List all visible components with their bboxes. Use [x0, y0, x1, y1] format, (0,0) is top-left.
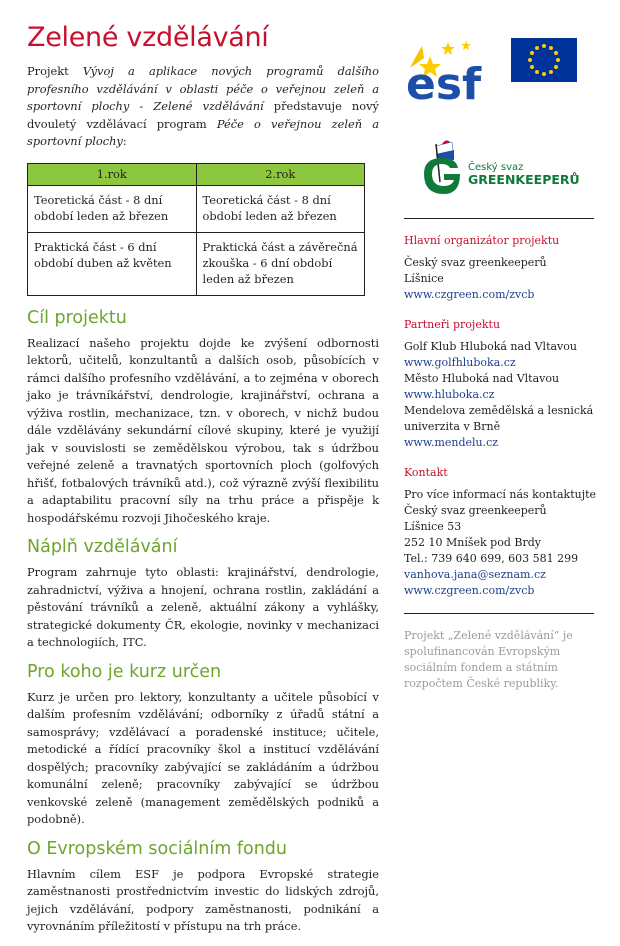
- svg-text:esf: esf: [406, 59, 482, 110]
- sidebar: [404, 38, 600, 692]
- contact-phone: Tel.: 739 640 699, 603 581 299: [404, 552, 579, 565]
- table-cell: Teoretická část - 8 dní období leden až březen: [196, 185, 365, 232]
- organizer-link[interactable]: www.czgreen.com/zvcb: [404, 288, 535, 301]
- partners-heading: Partneři projektu: [404, 318, 501, 331]
- partner-name: Golf Klub Hluboká nad Vltavou: [404, 340, 577, 353]
- partner-name: Město Hluboká nad Vltavou: [404, 372, 560, 385]
- esf-logo: [404, 38, 502, 110]
- partner-link[interactable]: www.mendelu.cz: [404, 436, 499, 449]
- section-text: Kurz je určen pro lektory, konzultanty a učitele působící v dalším profesním vzdělávání; odborníky z úřadů státní a samosprávy; vzdělávací a poradenské instituce; učitele, metodické a řídící pracovníky škol a institucí vzdělávání dospělých; pracovníky zabývající se zakládáním a údržbou komunální zeleně; pracovníky zabývající se údržbou venkovské zeleně (management zemědělských podniků a podobně).: [27, 689, 379, 826]
- contact-block: [404, 465, 600, 599]
- partner-name: Mendelova zemědělská a lesnická univerzita v Brně: [404, 404, 594, 433]
- page-title: Zelené vzdělávání: [27, 22, 269, 53]
- section-goal: [27, 308, 379, 528]
- organizer-block: [404, 233, 600, 303]
- contact-email-link[interactable]: vanhova.jana@seznam.cz: [404, 568, 546, 581]
- organizer-heading: Hlavní organizátor projektu: [404, 234, 560, 247]
- divider: [404, 613, 594, 614]
- table-cell: Teoretická část - 8 dní období leden až březen: [28, 185, 197, 232]
- section-text: Program zahrnuje tyto oblasti: krajinářství, dendrologie, zahradnictví, výživa a hnojení, ochrana rostlin, zakládání a pěstování trávníků a zeleně, aktuální zákony a vyhlášky, strategické dokumenty ČR, ekologie, novinky v mechanizaci a technologiích, ITC.: [27, 565, 379, 649]
- section-heading: Cíl projektu: [27, 307, 127, 328]
- organizer-line: Český svaz greenkeeperů: [404, 256, 547, 269]
- logo-area: [404, 38, 600, 218]
- partner-link[interactable]: www.hluboka.cz: [404, 388, 495, 401]
- section-audience: [27, 662, 379, 829]
- funding-note: Projekt „Zelené vzdělávání“ je spolufinancován Evropským sociálním fondem a státním rozpočtem České republiky.: [404, 629, 573, 690]
- contact-heading: Kontakt: [404, 466, 448, 479]
- star-icon: [461, 40, 471, 50]
- svg-text:GREENKEEPERŮ: GREENKEEPERŮ: [468, 172, 580, 187]
- section-heading: Pro koho je kurz určen: [27, 661, 222, 682]
- table-header: 2.rok: [196, 163, 365, 185]
- contact-web-link[interactable]: www.czgreen.com/zvcb: [404, 584, 535, 597]
- divider: [404, 218, 594, 219]
- main-column: [27, 22, 379, 946]
- table-cell: Praktická část a závěrečná zkouška - 6 dní období leden až březen: [196, 232, 365, 295]
- table-row: [28, 232, 365, 295]
- intro-paragraph: Projekt Vývoj a aplikace nových programů dalšího profesního vzdělávání v oblasti péče o veřejnou zeleň a sportovní plochy - Zelené vzdělávání představuje nový dvouletý vzdělávací program Péče o veřejnou zeleň a sportovní plochy:: [27, 64, 379, 148]
- star-icon: [441, 42, 455, 55]
- partner-link[interactable]: www.golfhluboka.cz: [404, 356, 516, 369]
- svg-text:Český svaz: Český svaz: [468, 162, 524, 173]
- contact-line: Český svaz greenkeeperů: [404, 504, 547, 517]
- table-header: 1.rok: [28, 163, 197, 185]
- table-row: [28, 185, 365, 232]
- contact-line: Pro více informací nás kontaktujte: [404, 488, 597, 501]
- eu-flag-icon: [511, 38, 577, 82]
- section-text: Hlavním cílem ESF je podpora Evropské strategie zaměstnanosti prostřednictvím investic do lidských zdrojů, jejich vzdělávání, podpory zaměstnanosti, podnikání a vyrovnáním příležitostí v přístupu na trh práce.: [27, 866, 379, 933]
- section-heading: Náplň vzdělávání: [27, 537, 178, 557]
- organizer-line: Líšnice: [404, 272, 444, 285]
- partners-block: [404, 317, 600, 451]
- table-cell: Praktická část - 6 dní období duben až květen: [28, 232, 197, 295]
- section-heading: O Evropském sociálním fondu: [27, 838, 287, 859]
- contact-line: 252 10 Mníšek pod Brdy: [404, 536, 541, 549]
- section-esf: [27, 839, 379, 936]
- section-content: [27, 537, 379, 652]
- section-text: Realizací našeho projektu dojde ke zvýšení odbornosti lektorů, učitelů, konzultantů a dalších osob, působících v rámci dalšího profesního vzdělávání, a to zejména v oborech jako je trávníkářství, dendrologie, krajinářství, ochrana a výživa rostlin, mechanizace, tzn. v oborech, v nichž budou dále vzdělávány sekundární cílové skupiny, které je využijí jak v souvislosti se zemědělskou výrobou, tak s údržbou veřejné zeleně a travnatých sportovních ploch (golfových hřišť, fotbalových trávníků atd.), což výrazně zvýší flexibilitu a adaptabilitu pracovní síly na trhu práce a přispěje k hospodářskému rozvoji Jihočeského kraje.: [27, 335, 379, 525]
- program-table: [27, 163, 365, 296]
- greenkeeper-logo: [416, 138, 580, 198]
- contact-line: Líšnice 53: [404, 520, 462, 533]
